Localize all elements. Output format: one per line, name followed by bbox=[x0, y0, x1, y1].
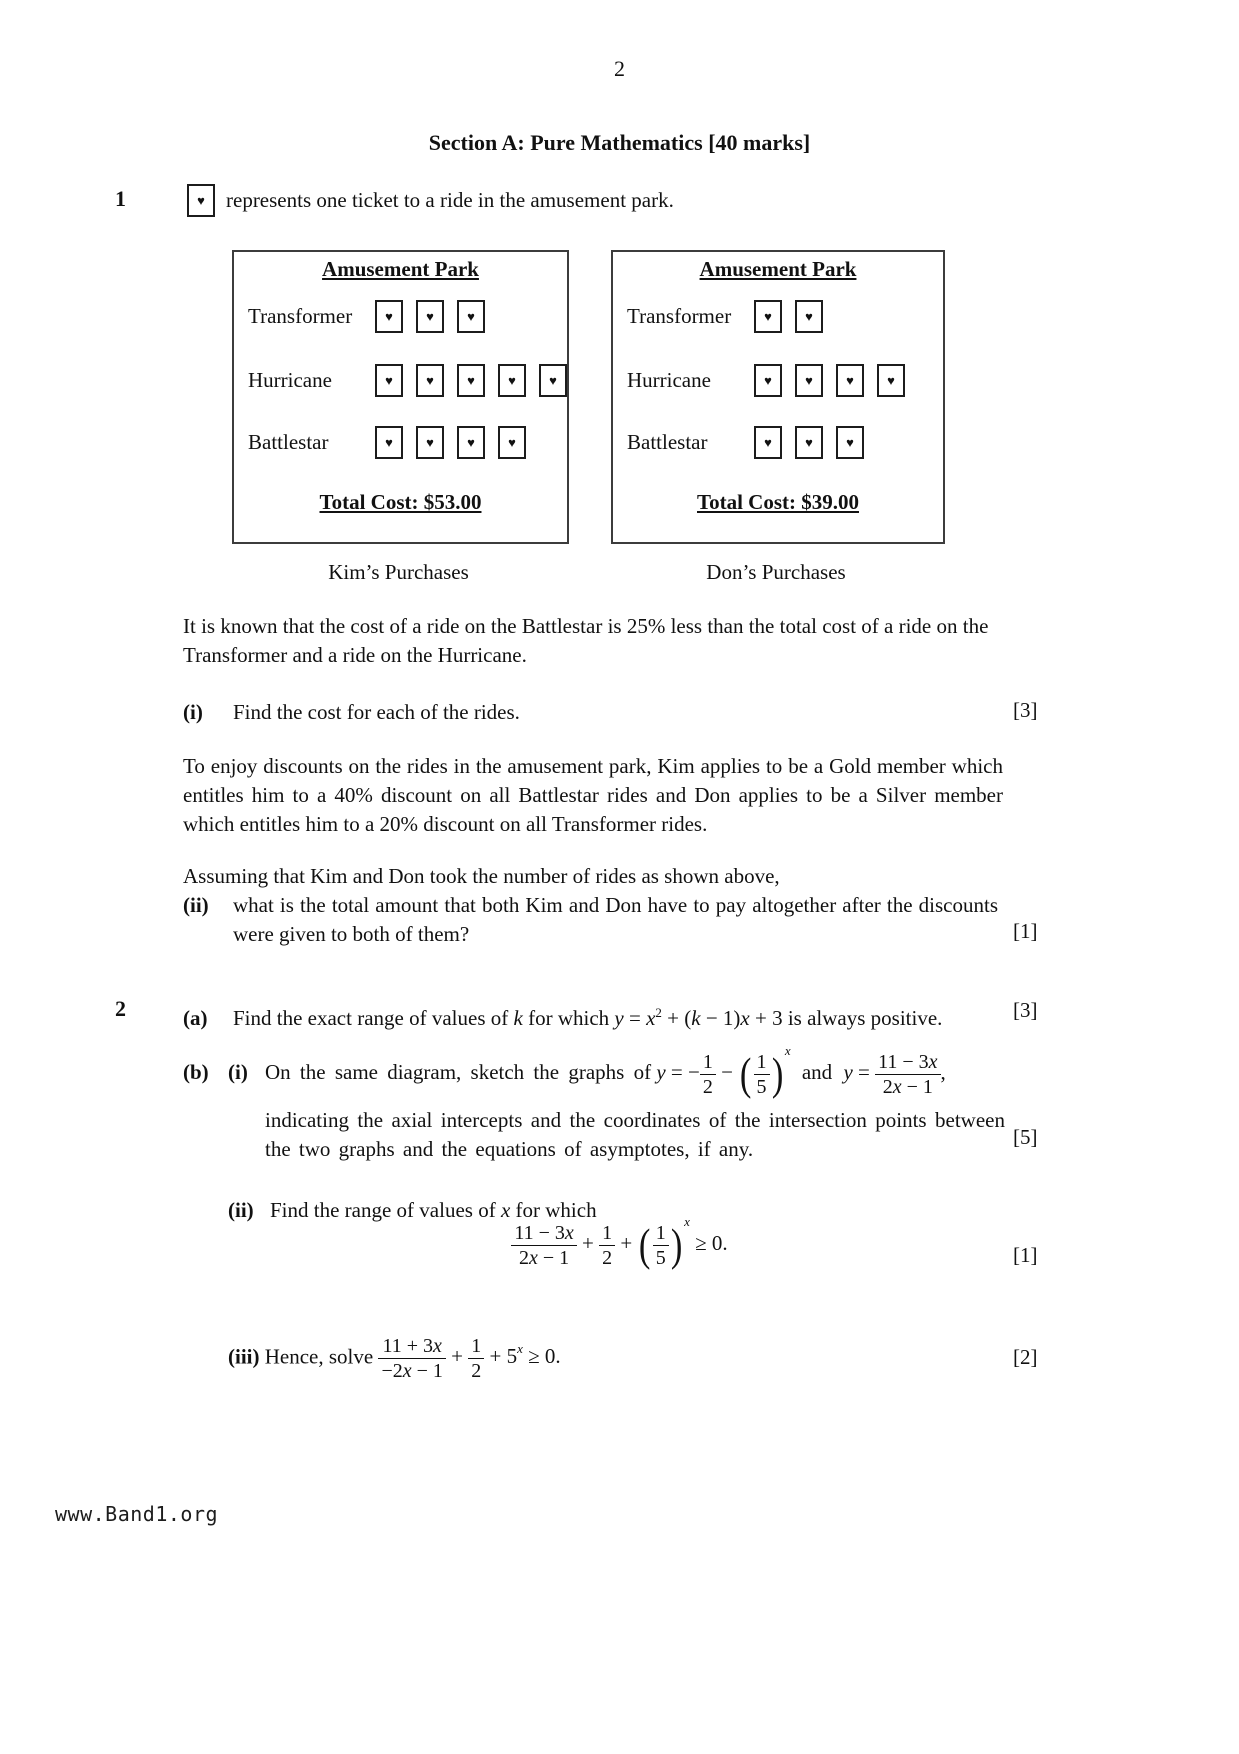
q2-part-a bbox=[183, 998, 942, 1033]
var-x: x bbox=[740, 1006, 750, 1030]
q1-part-i bbox=[183, 698, 1013, 727]
var-k: k bbox=[513, 1006, 523, 1030]
fraction: $\frac{11 + 3x}{-2x - 1}$ bbox=[378, 1334, 445, 1383]
part-label: (a) bbox=[183, 1006, 208, 1030]
part-text: what is the total amount that both Kim and Don have to pay altogether after the discounts were given to both of them? bbox=[233, 893, 998, 946]
ticket-icon bbox=[375, 364, 403, 397]
total-cost: Total Cost: $53.00 bbox=[319, 490, 482, 514]
term: + ( bbox=[661, 1006, 692, 1030]
q2-part-b-i-text2: indicating the axial intercepts and the coordinates of the intersection points between the two graphs and the equations of asymptotes, if any. bbox=[265, 1108, 1005, 1161]
part-label: (ii) bbox=[183, 893, 209, 917]
q2-part-b-ii-display-eq bbox=[0, 1214, 1239, 1270]
marks-q2-a: [3] bbox=[1013, 998, 1038, 1022]
card-title: Amusement Park bbox=[322, 257, 479, 281]
fraction: $\frac{1}{2}$ bbox=[599, 1221, 615, 1270]
var-x: x bbox=[500, 1198, 511, 1222]
part-text: for which bbox=[515, 1198, 597, 1222]
part-text: is always positive. bbox=[787, 1006, 943, 1030]
rel: = − bbox=[665, 1060, 700, 1085]
ride-row bbox=[248, 427, 561, 457]
fraction: $\frac{1}{5}$ bbox=[754, 1050, 770, 1099]
exponent: x bbox=[684, 1214, 690, 1229]
term: + 3 bbox=[749, 1006, 783, 1030]
q1-paragraph-assuming: Assuming that Kim and Don took the number of rides as shown above, bbox=[183, 864, 780, 888]
equation-inequality bbox=[511, 1214, 728, 1271]
footer-url: www.Band1.org bbox=[55, 1502, 219, 1526]
exponent: x bbox=[517, 1340, 523, 1356]
operator: + bbox=[484, 1343, 507, 1368]
heart-icon: ♥ bbox=[426, 372, 434, 388]
ticket-icon bbox=[836, 364, 864, 397]
card-title: Amusement Park bbox=[699, 257, 857, 281]
ticket-icon bbox=[795, 426, 823, 459]
rel: = bbox=[623, 1006, 647, 1030]
ticket-icon bbox=[539, 364, 567, 397]
ticket-icon bbox=[457, 364, 485, 397]
ride-label: Transformer bbox=[627, 303, 732, 328]
heart-icon: ♥ bbox=[467, 372, 475, 388]
heart-icon: ♥ bbox=[467, 434, 475, 450]
fraction: $\frac{1}{5}$ bbox=[653, 1221, 669, 1270]
marks-q2-b-i: [5] bbox=[1013, 1125, 1038, 1149]
heart-icon: ♥ bbox=[385, 434, 393, 450]
heart-icon: ♥ bbox=[426, 434, 434, 450]
heart-icon: ♥ bbox=[197, 193, 205, 208]
heart-icon: ♥ bbox=[508, 372, 516, 388]
question-2-number: 2 bbox=[115, 996, 126, 1021]
ticket-icon bbox=[416, 364, 444, 397]
var-y: y bbox=[614, 1006, 624, 1030]
heart-icon: ♥ bbox=[846, 434, 854, 450]
part-label: (iii) bbox=[228, 1343, 260, 1368]
heart-icon: ♥ bbox=[805, 372, 813, 388]
part-text: Hence, solve bbox=[264, 1343, 374, 1368]
ticket-icon bbox=[754, 300, 782, 333]
equation-quadratic bbox=[614, 1006, 782, 1030]
q2-part-b-iii-line bbox=[228, 1322, 561, 1394]
fraction: $\frac{1}{2}$ bbox=[468, 1334, 484, 1383]
heart-icon: ♥ bbox=[764, 434, 772, 450]
fraction: $\frac{11 - 3x}{2x - 1}$ bbox=[511, 1221, 576, 1270]
part-label: (ii) bbox=[228, 1198, 254, 1222]
equation-rational bbox=[843, 1050, 946, 1098]
part-text: Find the exact range of values of bbox=[233, 1006, 509, 1030]
inequality-tail: ≥ 0. bbox=[522, 1343, 561, 1368]
marks-q1-ii: [1] bbox=[1013, 919, 1038, 943]
ride-row bbox=[248, 365, 561, 395]
rel: = bbox=[852, 1060, 876, 1085]
marks-q2-b-ii: [1] bbox=[1013, 1243, 1038, 1267]
open-paren: ( bbox=[639, 1219, 651, 1271]
marks-q1-i: [3] bbox=[1013, 698, 1038, 722]
q1-intro-text: represents one ticket to a ride in the amusement park. bbox=[226, 188, 674, 212]
var-y: y bbox=[656, 1060, 666, 1085]
ticket-icon bbox=[795, 364, 823, 397]
part-text: and bbox=[801, 1060, 833, 1085]
question-1-number: 1 bbox=[115, 186, 126, 211]
base-5: 5 bbox=[506, 1343, 518, 1368]
ride-label: Battlestar bbox=[248, 429, 329, 454]
ticket-icon bbox=[187, 184, 215, 217]
ticket-icon bbox=[754, 364, 782, 397]
ticket-icon bbox=[877, 364, 905, 397]
kim-purchases-card bbox=[232, 250, 569, 544]
ticket-row bbox=[754, 300, 823, 333]
ticket-icon bbox=[457, 300, 485, 333]
heart-icon: ♥ bbox=[887, 372, 895, 388]
operator: − bbox=[715, 1060, 739, 1085]
ride-row bbox=[627, 365, 937, 395]
heart-icon: ♥ bbox=[549, 372, 557, 388]
ticket-icon bbox=[416, 300, 444, 333]
q1-paragraph-discount: To enjoy discounts on the rides in the amusement park, Kim applies to be a Gold member which entitles him to a 40% discount on all Battlestar rides and Don applies to be a Silver member which entitles him to a 20% discount on all Transformer rides. bbox=[183, 754, 1003, 836]
fraction: $\frac{1}{2}$ bbox=[700, 1050, 716, 1099]
ride-label: Battlestar bbox=[627, 429, 708, 454]
q1-part-ii bbox=[183, 891, 1013, 949]
section-title: Section A: Pure Mathematics [40 marks] bbox=[428, 130, 811, 155]
ride-row bbox=[627, 301, 937, 331]
ticket-icon bbox=[498, 364, 526, 397]
don-caption: Don’s Purchases bbox=[706, 560, 846, 584]
ticket-icon bbox=[416, 426, 444, 459]
ride-label: Transformer bbox=[248, 303, 353, 328]
equation-exponential bbox=[656, 1043, 791, 1100]
operator: + bbox=[576, 1231, 600, 1255]
open-paren: ( bbox=[740, 1048, 752, 1100]
ride-label: Hurricane bbox=[248, 367, 332, 392]
marks-q2-b-iii: [2] bbox=[1013, 1345, 1038, 1369]
term: − 1) bbox=[700, 1006, 741, 1030]
ticket-icon bbox=[375, 426, 403, 459]
ticket-icon bbox=[795, 300, 823, 333]
page-number: 2 bbox=[614, 56, 625, 81]
inequality-tail: ≥ 0. bbox=[689, 1231, 728, 1255]
ticket-icon bbox=[836, 426, 864, 459]
heart-icon: ♥ bbox=[764, 308, 772, 324]
var-y: y bbox=[843, 1060, 853, 1085]
part-text: Find the cost for each of the rides. bbox=[233, 700, 520, 724]
heart-icon: ♥ bbox=[846, 372, 854, 388]
don-purchases-card bbox=[611, 250, 945, 544]
ride-row bbox=[627, 427, 937, 457]
ticket-row bbox=[754, 364, 905, 397]
ticket-row bbox=[375, 426, 526, 459]
var-k: k bbox=[691, 1006, 701, 1030]
ticket-row bbox=[375, 300, 485, 333]
part-label: (i) bbox=[228, 1060, 248, 1085]
heart-icon: ♥ bbox=[508, 434, 516, 450]
part-label: (i) bbox=[183, 700, 203, 724]
close-paren: ) bbox=[670, 1219, 683, 1271]
ticket-row bbox=[754, 426, 864, 459]
exponent: 2 bbox=[655, 1005, 662, 1020]
q1-paragraph-known: It is known that the cost of a ride on the Battlestar is 25% less than the total cost of a ride on the Transformer and a ride on the Hurricane. bbox=[183, 614, 989, 667]
equation-inequality bbox=[378, 1334, 561, 1382]
heart-icon: ♥ bbox=[805, 434, 813, 450]
heart-icon: ♥ bbox=[385, 372, 393, 388]
part-text: Find the range of values of bbox=[270, 1198, 496, 1222]
heart-icon: ♥ bbox=[467, 308, 475, 324]
ticket-icon bbox=[457, 426, 485, 459]
q2-part-b-i-line bbox=[183, 1036, 946, 1106]
fraction: $\frac{11 - 3x}{2x - 1}$ bbox=[875, 1050, 940, 1099]
operator: + bbox=[615, 1231, 638, 1255]
operator: + bbox=[445, 1343, 469, 1368]
heart-icon: ♥ bbox=[764, 372, 772, 388]
part-label: (b) bbox=[183, 1060, 209, 1085]
q1-intro-line bbox=[187, 184, 674, 217]
ride-label: Hurricane bbox=[627, 367, 711, 392]
heart-icon: ♥ bbox=[805, 308, 813, 324]
close-paren: ) bbox=[771, 1048, 783, 1100]
part-text: for which bbox=[528, 1006, 610, 1030]
ride-row bbox=[248, 301, 561, 331]
kim-caption: Kim’s Purchases bbox=[328, 560, 469, 584]
ticket-icon bbox=[498, 426, 526, 459]
part-text: On the same diagram, sketch the graphs of bbox=[265, 1060, 652, 1085]
heart-icon: ♥ bbox=[385, 308, 393, 324]
exponent: x bbox=[784, 1043, 791, 1059]
ticket-row bbox=[375, 364, 567, 397]
var-x: x bbox=[646, 1006, 656, 1030]
ticket-icon bbox=[375, 300, 403, 333]
ticket-icon bbox=[754, 426, 782, 459]
heart-icon: ♥ bbox=[426, 308, 434, 324]
comma: , bbox=[940, 1060, 946, 1085]
total-cost: Total Cost: $39.00 bbox=[697, 490, 859, 514]
